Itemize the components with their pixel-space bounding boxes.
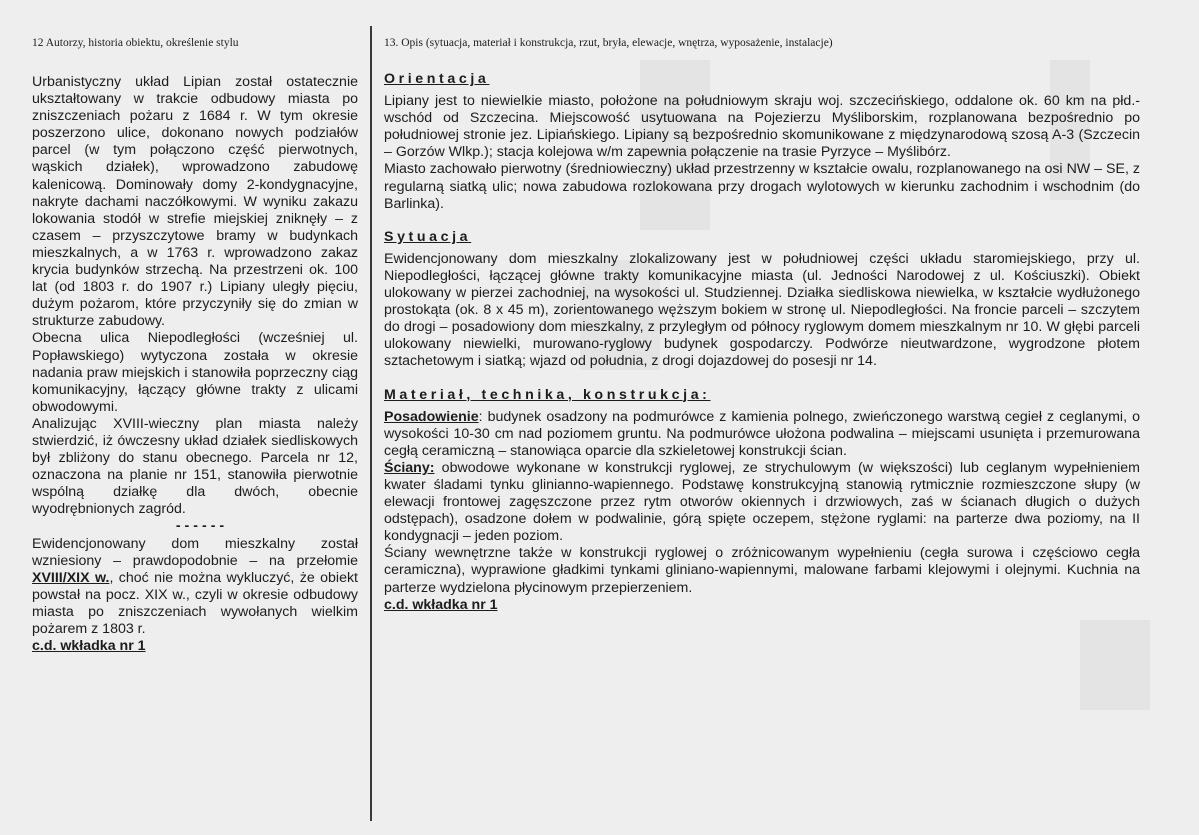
sciany-label: Ściany: [384,459,435,476]
continuation-note: c.d. wkładka nr 1 [384,596,498,613]
material-heading: Materiał, technika, konstrukcja: [384,386,711,403]
posadowienie-text: : budynek osadzony na podmurówce z kamienia polnego, zwieńczonego warstwą cegieł z ceglanymi, o wysokości 10-30 cm nad poziomem gruntu. Na podmurówce ułożona podwalina – miejscami usunięta i przemurowana cegłą ceramiczną – stanowiąca oparcie dla szkieletowej konstrukcji ścian. [384,408,1140,459]
sciany-paragraph [384,460,1140,545]
section-separator: ------ [175,518,229,535]
continuation-note: c.d. wkładka nr 1 [32,638,146,655]
orientacja-paragraph-2: Miasto zachowało pierwotny (średniowieczny) układ przestrzenny w kształcie owalu, rozplanowanego na osi NW – SE, z regularną siatką ulic; nowa zabudowa rozlokowana przy drogach wylotowych w kierunku zachodnim i wschodnim (do Barlinka). [384,161,1140,212]
sytuacja-paragraph: Ewidencjonowany dom mieszkalny zlokalizowany jest w południowej części układu staromiejskiego, przy ul. Niepodległości, łączącej główne trakty komunikacyjne miasta (ul. Jedności Narodowej z ul. Kościuszki). Obiekt ulokowany w pierzei zachodniej, na wysokości ul. Studziennej. Działka siedliskowa niewielka, w kształcie wydłużonego prostokąta (ok. 8 x 45 m), zorientowanego węższym bokiem w stronę ul. Niepodległości. Na froncie parceli – szczytem do drogi – posadowiony dom mieszkalny, z przyległym od północy ryglowym domem mieszkalnym nr 10. W głębi parceli ulokowany niewielki, murowano-ryglowy budynek gospodarczy. Podwórze nieutwardzone, wygrodzone płotem sztachetowym i siatką; wjazd od południa, z drogi dojazdowej do posesji nr 14. [384,250,1140,370]
left-column [32,0,358,835]
orientacja-paragraph-1: Lipiany jest to niewielkie miasto, położone na południowym skraju woj. szczecińskiego, oddalone ok. 60 km na płd.-wschód od Szczecina. Miejscowość usytuowana na Pojezierzu Myśliborskim, rozplanowana bezpośrednio po południowej stronie jez. Lipiańskiego. Lipiany są bezpośrednio skomunikowane z międzynarodową szosą A-3 (Szczecin – Gorzów Wlkp.); stacja kolejowa w/m zapewnia połączenie na trasie Pyrzyce – Myślibórz. [384,93,1140,161]
history-paragraph-4 [32,536,358,639]
history-paragraph-2: Obecna ulica Niepodległości (wcześniej ul. Popławskiego) wytyczona została w okresie nadania praw miejskich i stanowiła poprzeczny ciąg komunikacyjny, łączący główne trakty z ulicami obwodowymi. [32,330,358,415]
sciany-wewnetrzne-paragraph: Ściany wewnętrzne także w konstrukcji ryglowej o zróżnicowanym wypełnieniu (cegła surowa i częściowo cegła ceramiczna), wyprawione gładkimi tynkami gliniano-wapiennymi, malowane farbami klejowymi i olejnymi. Kuchnia na parterze wydzielona płycinowym przepierzeniem. [384,545,1140,596]
paragraph-4-text-after: , choć nie można wykluczyć, że obiekt powstał na pocz. XIX w., czyli w okresie odbudowy miasta po zniszczeniach wywołanych wielkim pożarem z 1803 r. [32,569,359,637]
paragraph-4-text-before: Ewidencjonowany dom mieszkalny został wzniesiony – prawdopodobnie – na przełomie [32,535,358,569]
left-column-body [32,74,358,655]
sciany-text: obwodowe wykonane w konstrukcji ryglowej, ze strychulowym (w większości) lub ceglanym wypełnieniem kwater śladami tynku glinianno-wapiennego. Podstawę konstrukcyjną stanowią rytmicznie rozmieszczone słupy (w elewacji frontowej zagęszczone przez rytm otworów okiennych i drzwiowych, zaś w ścianach długich o dużych odstępach), osadzone dołem w podwalinie, górą spięte oczepem, stężone ryglami: na parterze dwa poziomy, na II kondygnacji – jeden poziom. [384,459,1140,545]
right-column [384,0,1140,835]
history-paragraph-3: Analizując XVIII-wieczny plan miasta należy stwierdzić, iż ówczesny układ działek siedliskowych był zbliżony do stanu obecnego. Parcela nr 12, oznaczona na planie nr 151, stanowiła pierwotnie wspólną działkę dla dwóch, obecnie wyodrębnionych zagród. [32,415,358,518]
right-column-header: 13. Opis (sytuacja, materiał i konstrukcja, rzut, bryła, elewacje, wnętrza, wyposażenie, instalacje) [384,37,833,49]
sytuacja-heading: Sytuacja [384,228,472,245]
left-column-header: 12 Autorzy, historia obiektu, określenie stylu [32,37,239,49]
column-divider [370,26,372,821]
right-column-body [384,71,1140,614]
history-paragraph-1: Urbanistyczny układ Lipian został ostatecznie ukształtowany w trakcie odbudowy miasta po zniszczeniach pożaru z 1684 r. W tym okresie poszerzono ulice, dokonano nowych podziałów parcel (w tym połączono część pierwotnych, wąskich działek), wprowadzono zabudowę kalenicową. Dominowały domy 2-kondygnacyjne, nakryte dachami naczółkowymi. W wyniku zakazu lokowania stodół w strefie miejskiej zniknęły – z czasem – przyszczytowe bramy w budynkach mieszkalnych, a w 1763 r. wprowadzono zakaz krycia budynków strzechą. Na przestrzeni ok. 100 lat (od 1803 r. do 1907 r.) Lipiany uległy pięciu, dużym pożarom, które przyczyniły się do zmian w strukturze zabudowy. [32,74,358,330]
posadowienie-label: Posadowienie [384,408,479,425]
dating-emphasis: XVIII/XIX w. [32,569,110,586]
orientacja-heading: Orientacja [384,71,490,87]
posadowienie-paragraph [384,409,1140,460]
